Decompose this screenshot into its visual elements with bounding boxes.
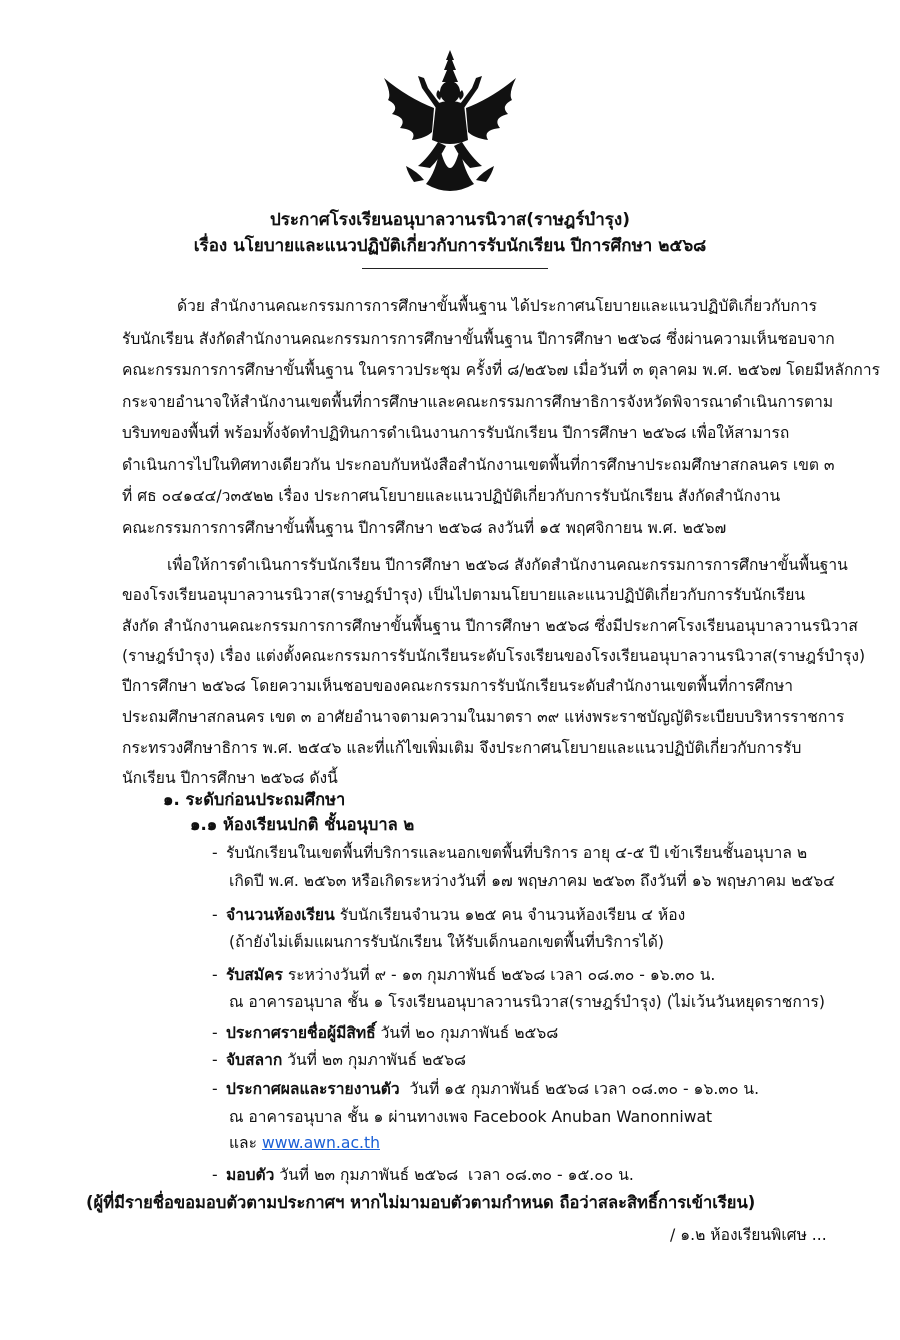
paragraph-2-line: ปีการศึกษา ๒๕๖๘ โดยความเห็นชอบของคณะกรรมการรับนักเรียนระดับสำนักงานเขตพื้นที่การศึกษา (122, 677, 794, 695)
announcement-title: ประกาศโรงเรียนอนุบาลวานรนิวาส(ราษฎร์บำรุง) (269, 210, 631, 230)
schedule-item-label: มอบตัว (226, 1166, 275, 1184)
paragraph-1-line: ที่ ศธ ๐๔๑๔๔/ว๓๕๒๒ เรื่อง ประกาศนโยบายและแนวปฏิบัติเกี่ยวกับการรับนักเรียน สังกัดสำนักงาน (122, 487, 781, 505)
paragraph-2-line: สังกัด สำนักงานคณะกรรมการการศึกษาขั้นพื้นฐาน ปีการศึกษา ๒๕๖๘ ซึ่งมีประกาศโรงเรียนอนุบาลวานรนิวาส (122, 617, 858, 635)
schedule-item (212, 1076, 759, 1101)
schedule-item (212, 840, 807, 865)
schedule-item (212, 962, 715, 987)
sub-section-heading: ๑.๑ ห้องเรียนปกติ ชั้นอนุบาล ๒ (190, 815, 415, 834)
paragraph-1-line: ดำเนินการไปในทิศทางเดียวกัน ประกอบกับหนังสือสำนักงานเขตพื้นที่การศึกษาประถมศึกษาสกลนคร เขต ๓ (122, 456, 835, 474)
schedule-item-label: ประกาศรายชื่อผู้มีสิทธิ์ (226, 1024, 376, 1042)
continued-marker: / ๑.๒ ห้องเรียนพิเศษ ... (670, 1226, 827, 1244)
paragraph-1-line: บริบทของพื้นที่ พร้อมทั้งจัดทำปฏิทินการดำเนินงานการรับนักเรียน ปีการศึกษา ๒๕๖๘ เพื่อให้สามารถ (122, 424, 790, 442)
schedule-item-label: รับสมัคร (226, 966, 283, 984)
schedule-item (212, 1020, 558, 1045)
website-prefix: และ (229, 1134, 262, 1152)
schedule-item-text: รับนักเรียนจำนวน ๑๒๕ คน จำนวนห้องเรียน ๔ ห้อง (334, 906, 686, 924)
schedule-item (212, 1047, 466, 1072)
forfeit-note: (ผู้ที่มีรายชื่อขอมอบตัวตามประกาศฯ หากไม่มามอบตัวตามกำหนด ถือว่าสละสิทธิ์การเข้าเรียน) (86, 1193, 756, 1212)
title-divider (362, 268, 548, 269)
paragraph-1-line: ด้วย สำนักงานคณะกรรมการการศึกษาขั้นพื้นฐาน ได้ประกาศนโยบายและแนวปฏิบัติเกี่ยวกับการ (177, 297, 817, 315)
schedule-item-text: วันที่ ๑๕ กุมภาพันธ์ ๒๕๖๘ เวลา ๐๘.๓๐ - ๑๖.๓๐ น. (399, 1080, 760, 1098)
paragraph-1-line: คณะกรรมการการศึกษาขั้นพื้นฐาน ในคราวประชุม ครั้งที่ ๘/๒๕๖๗ เมื่อวันที่ ๓ ตุลาคม พ.ศ. ๒๕๖๗ โดยมีหลักการ (122, 361, 880, 379)
schedule-item (212, 1162, 634, 1187)
garuda-emblem-icon (378, 48, 522, 198)
bullet-dash-icon: - (212, 1051, 218, 1069)
schedule-item-text: วันที่ ๒๐ กุมภาพันธ์ ๒๕๖๘ (375, 1024, 559, 1042)
bullet-dash-icon: - (212, 1024, 218, 1042)
schedule-item-continuation: (ถ้ายังไม่เต็มแผนการรับนักเรียน ให้รับเด็กนอกเขตพื้นที่บริการได้) (229, 933, 664, 951)
paragraph-1-line: รับนักเรียน สังกัดสำนักงานคณะกรรมการการศึกษาขั้นพื้นฐาน ปีการศึกษา ๒๕๖๘ ซึ่งผ่านความเห็นชอบจาก (122, 330, 835, 348)
paragraph-1-line: คณะกรรมการการศึกษาขั้นพื้นฐาน ปีการศึกษา ๒๕๖๘ ลงวันที่ ๑๕ พฤศจิกายน พ.ศ. ๒๕๖๗ (122, 519, 727, 537)
bullet-dash-icon: - (212, 906, 218, 924)
announcement-subject: เรื่อง นโยบายและแนวปฏิบัติเกี่ยวกับการรับนักเรียน ปีการศึกษา ๒๕๖๘ (193, 236, 707, 256)
paragraph-2-line: ประถมศึกษาสกลนคร เขต ๓ อาศัยอำนาจตามความในมาตรา ๓๙ แห่งพระราชบัญญัติระเบียบบริหารราชการ (122, 708, 845, 726)
paragraph-1-line: กระจายอำนาจให้สำนักงานเขตพื้นที่การศึกษาและคณะกรรมการศึกษาธิการจังหวัดพิจารณาดำเนินการตาม (122, 393, 834, 411)
paragraph-2-line: (ราษฎร์บำรุง) เรื่อง แต่งตั้งคณะกรรมการรับนักเรียนระดับโรงเรียนของโรงเรียนอนุบาลวานรนิวาส(ราษฎร์บำรุง) (122, 647, 866, 665)
schedule-item-text: ระหว่างวันที่ ๙ - ๑๓ กุมภาพันธ์ ๒๕๖๘ เวลา ๐๘.๓๐ - ๑๖.๓๐ น. (282, 966, 716, 984)
schedule-item-text: วันที่ ๒๓ กุมภาพันธ์ ๒๕๖๘ (282, 1051, 466, 1069)
bullet-dash-icon: - (212, 1080, 218, 1098)
paragraph-2-line: เพื่อให้การดำเนินการรับนักเรียน ปีการศึกษา ๒๕๖๘ สังกัดสำนักงานคณะกรรมการการศึกษาขั้นพื้นฐาน (167, 556, 848, 574)
schedule-item-continuation: เกิดปี พ.ศ. ๒๕๖๓ หรือเกิดระหว่างวันที่ ๑๗ พฤษภาคม ๒๕๖๓ ถึงวันที่ ๑๖ พฤษภาคม ๒๕๖๔ (229, 872, 835, 890)
schedule-item-label: จับสลาก (226, 1051, 283, 1069)
schedule-item-label: ประกาศผลและรายงานตัว (226, 1080, 400, 1098)
bullet-dash-icon: - (212, 966, 218, 984)
paragraph-2-line: กระทรวงศึกษาธิการ พ.ศ. ๒๕๔๖ และที่แก้ไขเพิ่มเติม จึงประกาศนโยบายและแนวปฏิบัติเกี่ยวกับการรับ (122, 739, 802, 757)
bullet-dash-icon: - (212, 844, 218, 862)
schedule-item-continuation: ณ อาคารอนุบาล ชั้น ๑ โรงเรียนอนุบาลวานรนิวาส(ราษฎร์บำรุง) (ไม่เว้นวันหยุดราชการ) (229, 993, 826, 1011)
website-line (229, 1130, 380, 1155)
schedule-item-text: วันที่ ๒๓ กุมภาพันธ์ ๒๕๖๘ เวลา ๐๘.๓๐ - ๑๕.๐๐ น. (274, 1166, 634, 1184)
schedule-item-text: รับนักเรียนในเขตพื้นที่บริการและนอกเขตพื้นที่บริการ อายุ ๔-๕ ปี เข้าเรียนชั้นอนุบาล ๒ (226, 844, 808, 862)
schedule-item (212, 902, 685, 927)
schedule-item-label: จำนวนห้องเรียน (226, 906, 335, 924)
bullet-dash-icon: - (212, 1166, 218, 1184)
section-heading: ๑. ระดับก่อนประถมศึกษา (163, 790, 346, 809)
schedule-item-continuation: ณ อาคารอนุบาล ชั้น ๑ ผ่านทางเพจ Facebook Anuban Wanonniwat (229, 1108, 713, 1126)
paragraph-2-line: นักเรียน ปีการศึกษา ๒๕๖๘ ดังนี้ (122, 769, 338, 787)
paragraph-2-line: ของโรงเรียนอนุบาลวานรนิวาส(ราษฎร์บำรุง) เป็นไปตามนโยบายและแนวปฏิบัติเกี่ยวกับการรับนักเรียน (122, 586, 806, 604)
website-link[interactable]: www.awn.ac.th (261, 1134, 380, 1152)
